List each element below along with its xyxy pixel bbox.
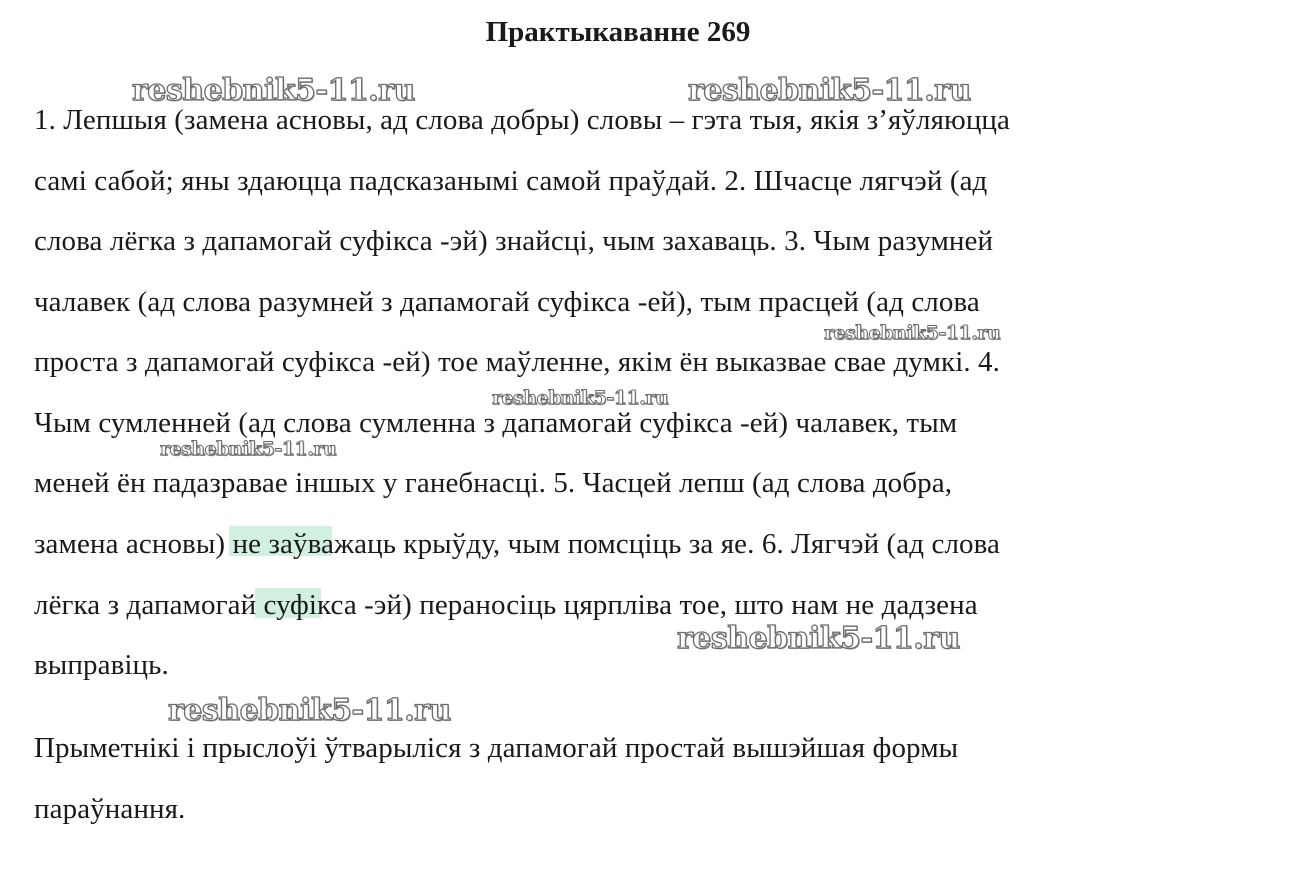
text-line: самі сабой; яны здаюцца падсказанымі самой праўдай. 2. Шчасце лягчэй (ад bbox=[34, 165, 988, 197]
conclusion-line: Прыметнікі і прыслоўі ўтварыліся з дапамогай простай вышэйшая формы bbox=[34, 732, 959, 764]
watermark: reshebnik5-11.ru bbox=[677, 621, 960, 656]
watermark: reshebnik5-11.ru bbox=[168, 693, 451, 728]
watermark: reshebnik5-11.ru bbox=[688, 73, 971, 108]
page-title: Практыкаванне 269 bbox=[485, 16, 751, 48]
watermark: reshebnik5-11.ru bbox=[160, 438, 337, 460]
text-line: слова лёгка з дапамогай суфікса -эй) знайсці, чым захаваць. 3. Чым разумней bbox=[34, 225, 994, 257]
conclusion-line: параўнання. bbox=[34, 793, 186, 825]
text-line: лёгка з дапамогай суфікса -эй) пераносіць цярпліва тое, што нам не дадзена bbox=[34, 589, 978, 621]
watermark: reshebnik5-11.ru bbox=[492, 387, 669, 409]
watermark: reshebnik5-11.ru bbox=[824, 322, 1001, 344]
text-line: чалавек (ад слова разумней з дапамогай суфікса -ей), тым прасцей (ад слова bbox=[34, 286, 980, 318]
text-line: меней ён падазравае іншых у ганебнасці. 5. Часцей лепш (ад слова добра, bbox=[34, 467, 953, 499]
text-line: проста з дапамогай суфікса -ей) тое маўленне, якім ён выказвае свае думкі. 4. bbox=[34, 346, 1001, 378]
text-line: выправіць. bbox=[34, 649, 169, 681]
text-line: 1. Лепшыя (замена асновы, ад слова добры) словы – гэта тыя, якія з’яўляюцца bbox=[34, 104, 1011, 136]
text-line: замена асновы) не заўважаць крыўду, чым помсціць за яе. 6. Лягчэй (ад слова bbox=[34, 528, 1001, 560]
text-line: Чым сумленней (ад слова сумленна з дапамогай суфікса -ей) чалавек, тым bbox=[34, 407, 958, 439]
watermark: reshebnik5-11.ru bbox=[132, 73, 415, 108]
